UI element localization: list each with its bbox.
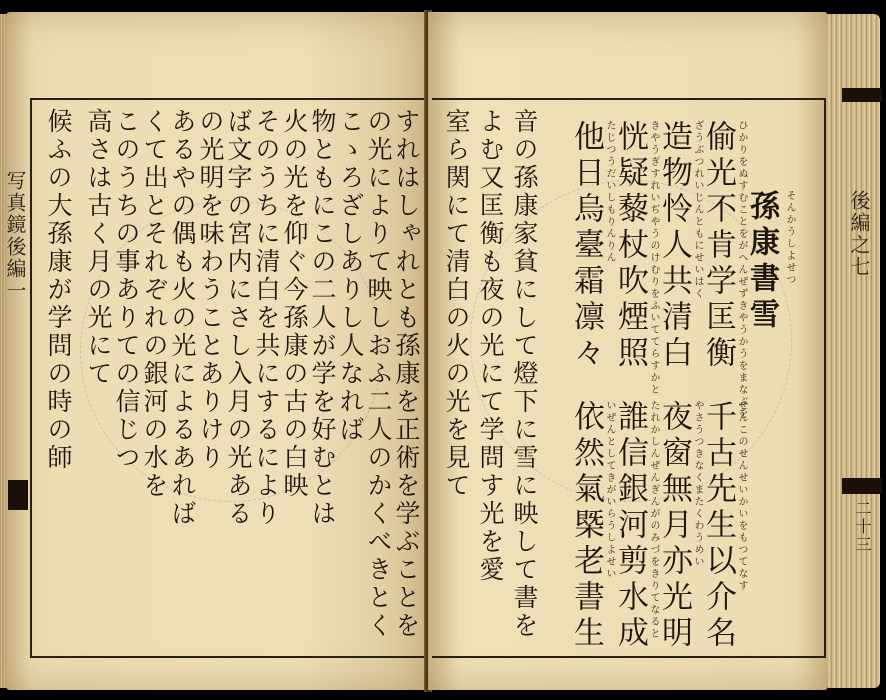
poem-ruby-8: いぜんとしてきがいらうしよせい: [604, 400, 615, 580]
left-margin-label: 写真鏡後編一: [3, 170, 27, 302]
commentary-column-2: よむ又匡衡も夜の光にて学問す光を愛: [476, 108, 505, 584]
right-margin-band-bottom: [842, 478, 882, 494]
poem-line-3: 恍疑藜杖吹煙照: [612, 120, 648, 372]
left-column-1: すれはしゃれとも孫康を正術を学ぶことを: [392, 108, 421, 640]
poem-ruby-4: たじつうだいしもりんりん: [604, 120, 615, 264]
poem-line-4: 他日烏臺霜凛々: [568, 120, 604, 372]
left-column-4: 物ともにこの二人が学を好むとは: [308, 108, 337, 528]
poem-ruby-5: せんこのせんせいかいをもつてなす: [736, 400, 747, 592]
poem-title: 孫康書雪: [744, 190, 779, 334]
right-page-number: 二十三: [853, 500, 872, 554]
commentary-column-1: 音の孫康家貧にして燈下に雪に映して書を: [510, 108, 539, 640]
poem-line-2: 造物怜人共清白: [656, 120, 692, 372]
poem-ruby-6: やさうつきなくまたくわうめい: [692, 400, 703, 568]
left-column-10: くて出とそれぞれの銀河の水を: [140, 108, 169, 500]
left-column-5: 火の光を仰ぐ今孫康の古の白映: [280, 108, 309, 500]
left-column-13: 候ふの大孫康が学問の時の師: [44, 108, 73, 472]
poem-ruby-7: たれかしんぜんぎんがのみづをきりてなると: [648, 400, 659, 640]
right-margin-band-top: [842, 88, 882, 102]
left-column-7: ば文字の宮内にさし入月の光ある: [224, 108, 253, 528]
left-column-6: そのうちに清白を共にするにより: [252, 108, 281, 528]
poem-line-6: 夜窗無月亦光明: [656, 400, 692, 652]
left-column-12: 高さは古く月の光にて: [84, 108, 113, 388]
left-column-2: の光によりて映しおふ二人のかくべきとく: [364, 108, 393, 640]
right-margin-label: 後編之七: [847, 190, 871, 278]
left-margin-band: [8, 480, 28, 510]
poem-ruby-3: きやうぎすれいぢやうのけむりをふいててらすかと: [648, 120, 659, 396]
commentary-column-3: 室ら関にて清白の火の光を見て: [442, 108, 471, 500]
left-column-8: の光明を味わうことありけり: [196, 108, 225, 472]
poem-line-1: 偷光不肯学匡衡: [700, 120, 736, 372]
left-column-3: こゝろざしありし人なれば: [336, 108, 365, 444]
poem-ruby-2: ざうぶつれいじんともにせいはく: [692, 120, 703, 300]
left-column-11: このうちの事ありての信じつ: [112, 108, 141, 472]
poem-title-ruby: そんかうしよせつ: [784, 190, 795, 286]
poem-ruby-1: ひかりをぬすむことをがへんぜずきやうかうをまなぶを: [736, 120, 747, 420]
left-column-9: あるやの偶も火の光によるあれば: [168, 108, 197, 528]
poem-line-7: 誰信銀河剪水成: [612, 400, 648, 652]
poem-line-5: 千古先生以介名: [700, 400, 736, 652]
poem-line-8: 依然氣槩老書生: [568, 400, 604, 652]
